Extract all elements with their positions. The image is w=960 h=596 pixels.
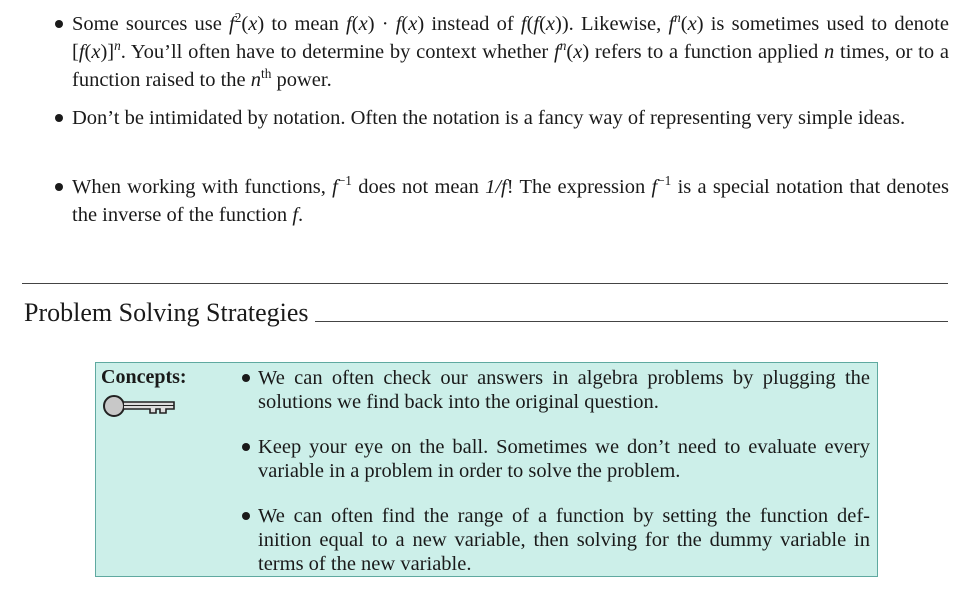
text-segment: f	[651, 176, 658, 198]
text-segment: (	[241, 13, 249, 35]
concept-item: Keep your eye on the ball. Sometimes we don’t need to evaluate every variable in a problem in order to solve the problem.	[258, 436, 870, 482]
text-segment: f	[78, 41, 85, 63]
text-segment: ) ·	[367, 13, 396, 35]
text-segment: .	[298, 204, 304, 226]
text-segment: −1	[657, 173, 672, 189]
text-segment: n	[559, 38, 567, 54]
concepts-box	[95, 362, 878, 577]
text-segment: ) instead of	[417, 13, 521, 35]
section-title: Problem Solving Strategies	[24, 298, 309, 327]
text-segment: x	[248, 13, 258, 35]
text-segment: Some sources use	[72, 13, 230, 35]
text-segment: 1/f	[485, 176, 507, 198]
text-segment: (	[401, 13, 409, 35]
text-segment: f	[346, 13, 352, 35]
text-segment: n	[114, 38, 121, 54]
text-segment: (	[680, 13, 688, 35]
text-segment: n	[824, 41, 835, 63]
text-segment: is a special notation that denotes the inverse of the function	[72, 176, 950, 226]
text-segment: 2	[234, 10, 242, 26]
text-segment: x	[358, 13, 368, 35]
text-segment: f	[533, 13, 540, 35]
text-segment: . You’ll often have to determine by context whether	[120, 41, 555, 63]
text-segment: x	[545, 13, 556, 35]
text-segment: x	[91, 41, 101, 63]
note-bullet-superscript-notation	[72, 10, 949, 94]
text-segment: x	[408, 13, 418, 35]
text-segment: ) refers to a function applied	[582, 41, 825, 63]
concepts-label: Concepts:	[101, 366, 187, 388]
note-bullet-inverse	[72, 173, 949, 229]
text-segment: ) to mean	[257, 13, 347, 35]
concept-item: We can often check our answers in algebra problems by plugging the solutions we find back into the original question.	[258, 367, 870, 413]
text-segment: n	[674, 10, 681, 26]
key-icon	[102, 393, 176, 419]
text-segment: )]	[100, 41, 115, 63]
text-segment: )). Likewise,	[555, 13, 669, 35]
concept-item: We can often find the range of a function by setting the function def-inition equal to a new variable, then solving for the dummy variable in terms of the new variable.	[258, 505, 870, 575]
text-segment: f	[668, 13, 675, 35]
note-bullet-notation	[72, 104, 949, 132]
heading-rule	[315, 321, 948, 322]
text-segment: (	[84, 41, 92, 63]
text-segment: (	[566, 41, 574, 63]
text-segment: times, or to a function raised to the	[72, 41, 949, 91]
text-segment: power.	[271, 69, 332, 91]
text-segment: f	[292, 204, 299, 226]
text-segment: ) is sometimes used to denote [	[72, 13, 949, 63]
text-segment: th	[261, 66, 272, 82]
text-segment: ! The expression	[506, 176, 652, 198]
text-segment: −1	[337, 173, 352, 189]
text-segment: (	[526, 13, 534, 35]
text-segment: f	[520, 13, 527, 35]
text-segment: (	[539, 13, 546, 35]
text-segment: f	[554, 41, 560, 63]
divider	[22, 283, 948, 284]
text-segment: n	[250, 69, 262, 91]
text-segment: x	[687, 13, 697, 35]
text-segment: f	[229, 13, 235, 35]
text-segment: When working with functions,	[72, 176, 333, 198]
text-segment: does not mean	[351, 176, 486, 198]
text-segment: x	[573, 41, 583, 63]
section-heading	[24, 298, 948, 328]
text-segment: f	[395, 13, 402, 35]
text-segment: f	[332, 176, 338, 198]
text-segment: Don’t be intimidated by notation. Often the notation is a fancy way of representing very simple ideas.	[72, 107, 906, 129]
text-segment: (	[351, 13, 359, 35]
